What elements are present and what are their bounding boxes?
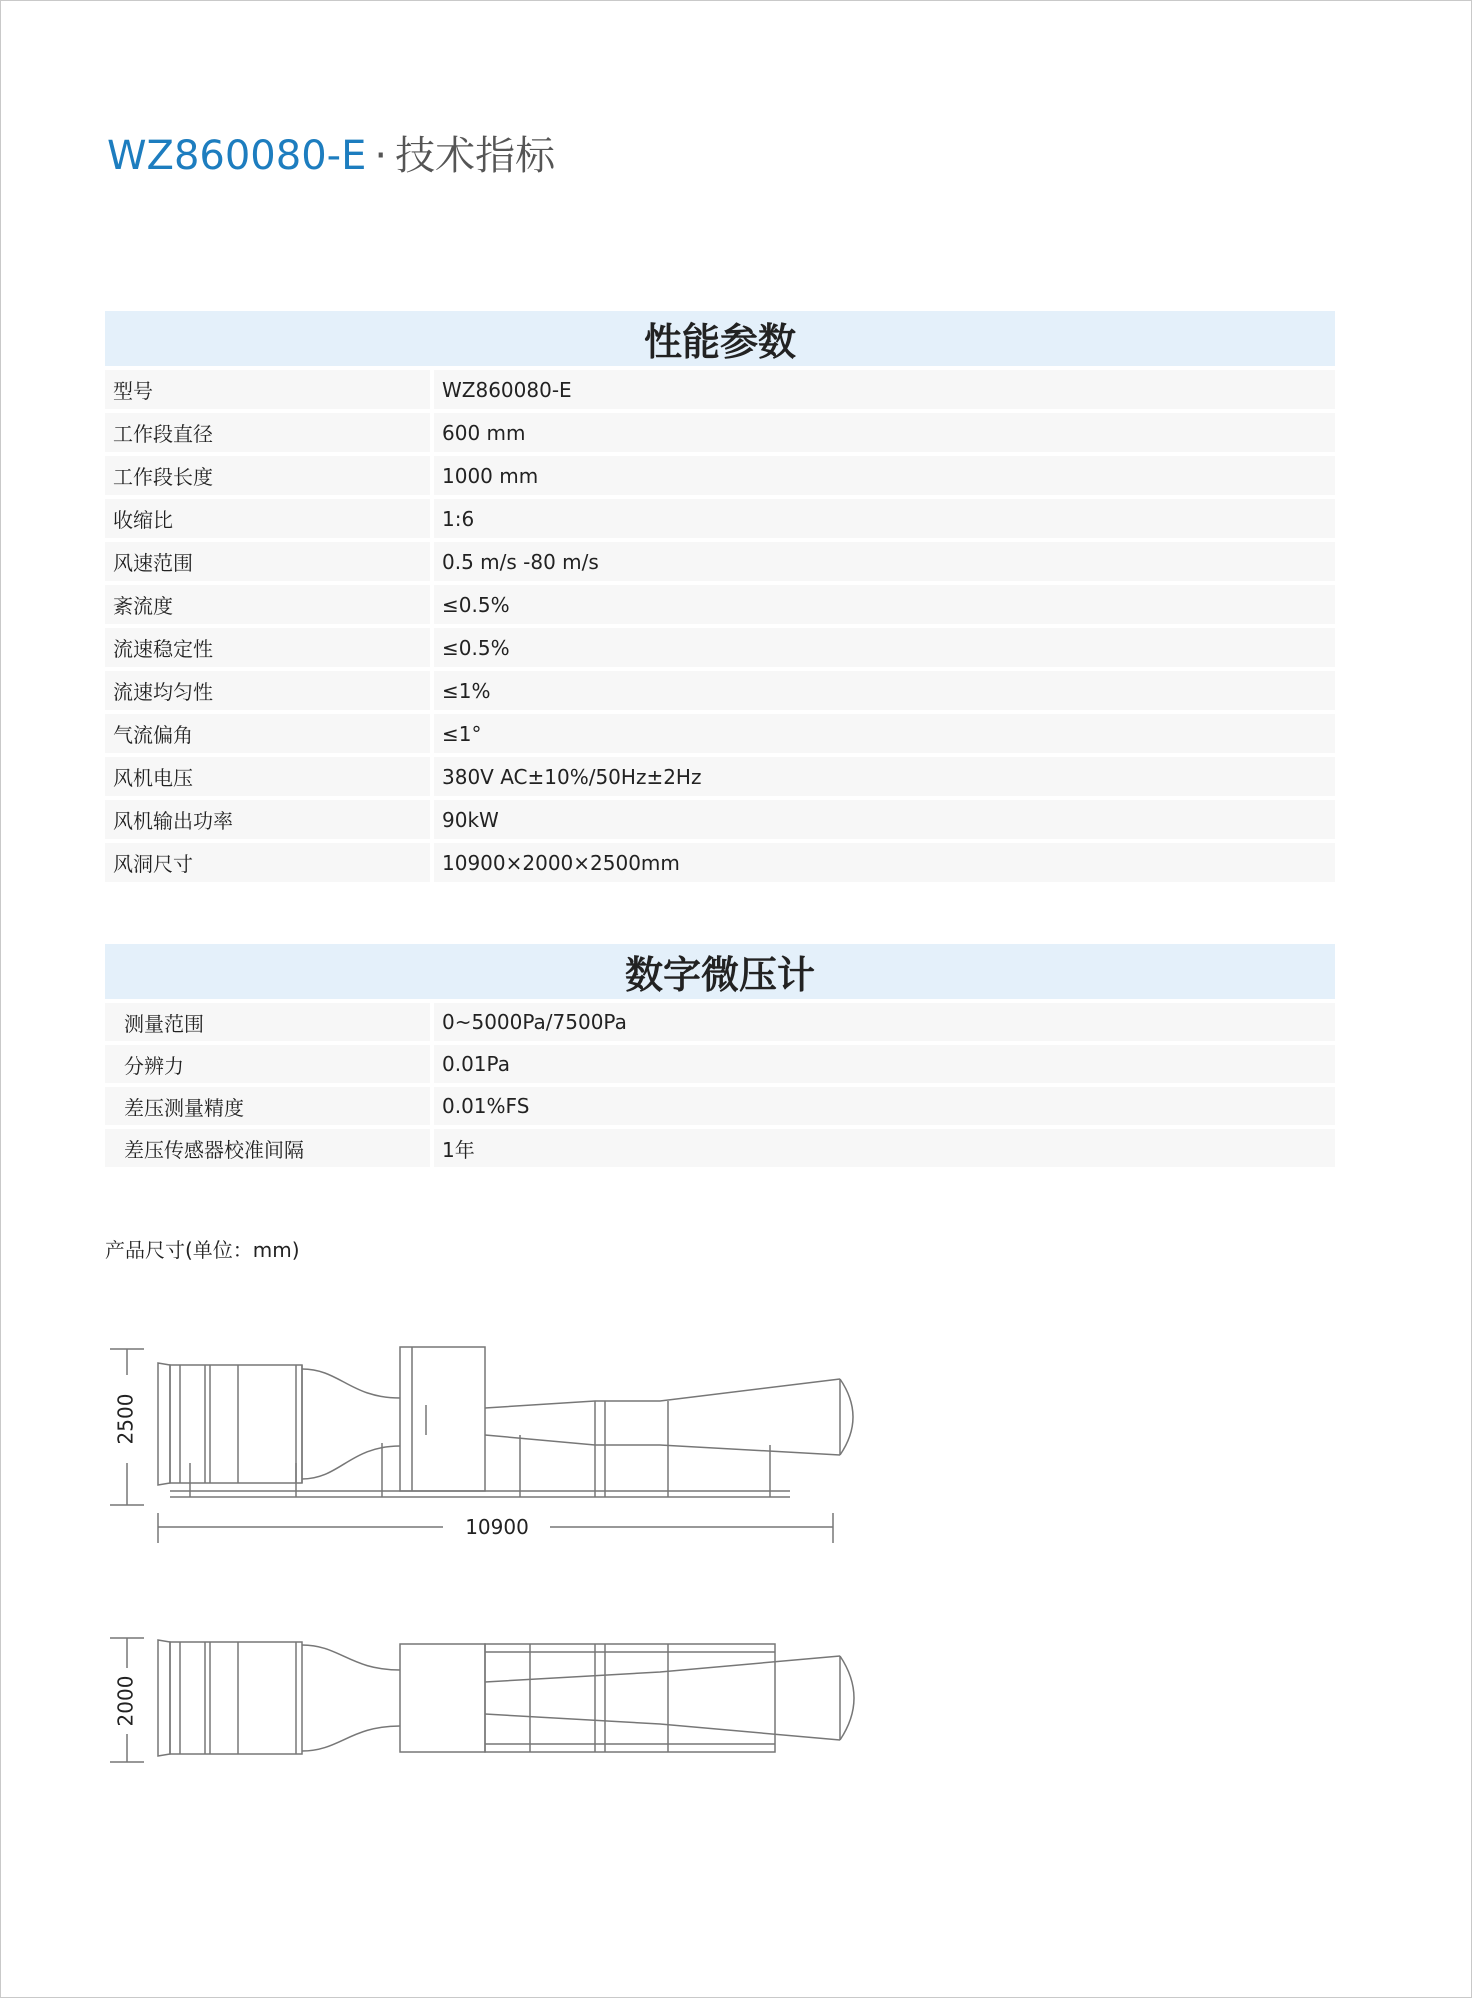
spec-label: 型号 bbox=[105, 368, 432, 411]
table-row bbox=[105, 712, 1335, 755]
spec-value: 0~5000Pa/7500Pa bbox=[432, 1001, 1335, 1043]
table-row bbox=[105, 583, 1335, 626]
table-row bbox=[105, 1043, 1335, 1085]
table-row bbox=[105, 669, 1335, 712]
spec-label: 气流偏角 bbox=[105, 712, 432, 755]
spec-label: 差压测量精度 bbox=[105, 1085, 432, 1127]
spec-value: 90kW bbox=[432, 798, 1335, 841]
title-separator: · bbox=[374, 133, 388, 179]
table-row bbox=[105, 1085, 1335, 1127]
height-dimension-label: 2500 bbox=[113, 1393, 138, 1445]
spec-value: ≤0.5% bbox=[432, 626, 1335, 669]
micromanometer-heading: 数字微压计 bbox=[105, 944, 1335, 1001]
spec-value: WZ860080-E bbox=[432, 368, 1335, 411]
spec-value: 1:6 bbox=[432, 497, 1335, 540]
table-row bbox=[105, 626, 1335, 669]
table-row bbox=[105, 411, 1335, 454]
spec-label: 风洞尺寸 bbox=[105, 841, 432, 884]
side-view-drawing bbox=[100, 1335, 860, 1560]
spec-label: 流速稳定性 bbox=[105, 626, 432, 669]
spec-label: 紊流度 bbox=[105, 583, 432, 626]
page-title bbox=[107, 132, 555, 180]
performance-heading: 性能参数 bbox=[105, 311, 1335, 368]
spec-value: 380V AC±10%/50Hz±2Hz bbox=[432, 755, 1335, 798]
spec-label: 流速均匀性 bbox=[105, 669, 432, 712]
spec-label: 风机电压 bbox=[105, 755, 432, 798]
spec-label: 工作段直径 bbox=[105, 411, 432, 454]
table-row bbox=[105, 798, 1335, 841]
width-dimension-label: 2000 bbox=[113, 1675, 138, 1727]
spec-value: 0.01%FS bbox=[432, 1085, 1335, 1127]
table-row bbox=[105, 497, 1335, 540]
spec-label: 分辨力 bbox=[105, 1043, 432, 1085]
table-row bbox=[105, 755, 1335, 798]
table-row bbox=[105, 841, 1335, 884]
table-row bbox=[105, 1127, 1335, 1169]
spec-label: 工作段长度 bbox=[105, 454, 432, 497]
spec-value: ≤1° bbox=[432, 712, 1335, 755]
table-row bbox=[105, 540, 1335, 583]
spec-value: 1年 bbox=[432, 1127, 1335, 1169]
spec-value: ≤0.5% bbox=[432, 583, 1335, 626]
table-row bbox=[105, 368, 1335, 411]
spec-label: 收缩比 bbox=[105, 497, 432, 540]
length-dimension-label: 10900 bbox=[465, 1515, 529, 1539]
spec-label: 测量范围 bbox=[105, 1001, 432, 1043]
spec-value: 0.5 m/s -80 m/s bbox=[432, 540, 1335, 583]
micromanometer-table bbox=[105, 944, 1335, 1171]
spec-label: 差压传感器校准间隔 bbox=[105, 1127, 432, 1169]
spec-value: 1000 mm bbox=[432, 454, 1335, 497]
table-row bbox=[105, 454, 1335, 497]
spec-value: 10900×2000×2500mm bbox=[432, 841, 1335, 884]
title-text: 技术指标 bbox=[395, 133, 556, 179]
top-view-drawing bbox=[100, 1630, 860, 1770]
table-row bbox=[105, 1001, 1335, 1043]
spec-label: 风速范围 bbox=[105, 540, 432, 583]
spec-label: 风机输出功率 bbox=[105, 798, 432, 841]
title-model: WZ860080-E bbox=[107, 133, 367, 179]
spec-value: ≤1% bbox=[432, 669, 1335, 712]
dimensions-caption: 产品尺寸(单位：mm) bbox=[105, 1238, 300, 1262]
spec-value: 0.01Pa bbox=[432, 1043, 1335, 1085]
performance-table bbox=[105, 311, 1335, 886]
spec-value: 600 mm bbox=[432, 411, 1335, 454]
